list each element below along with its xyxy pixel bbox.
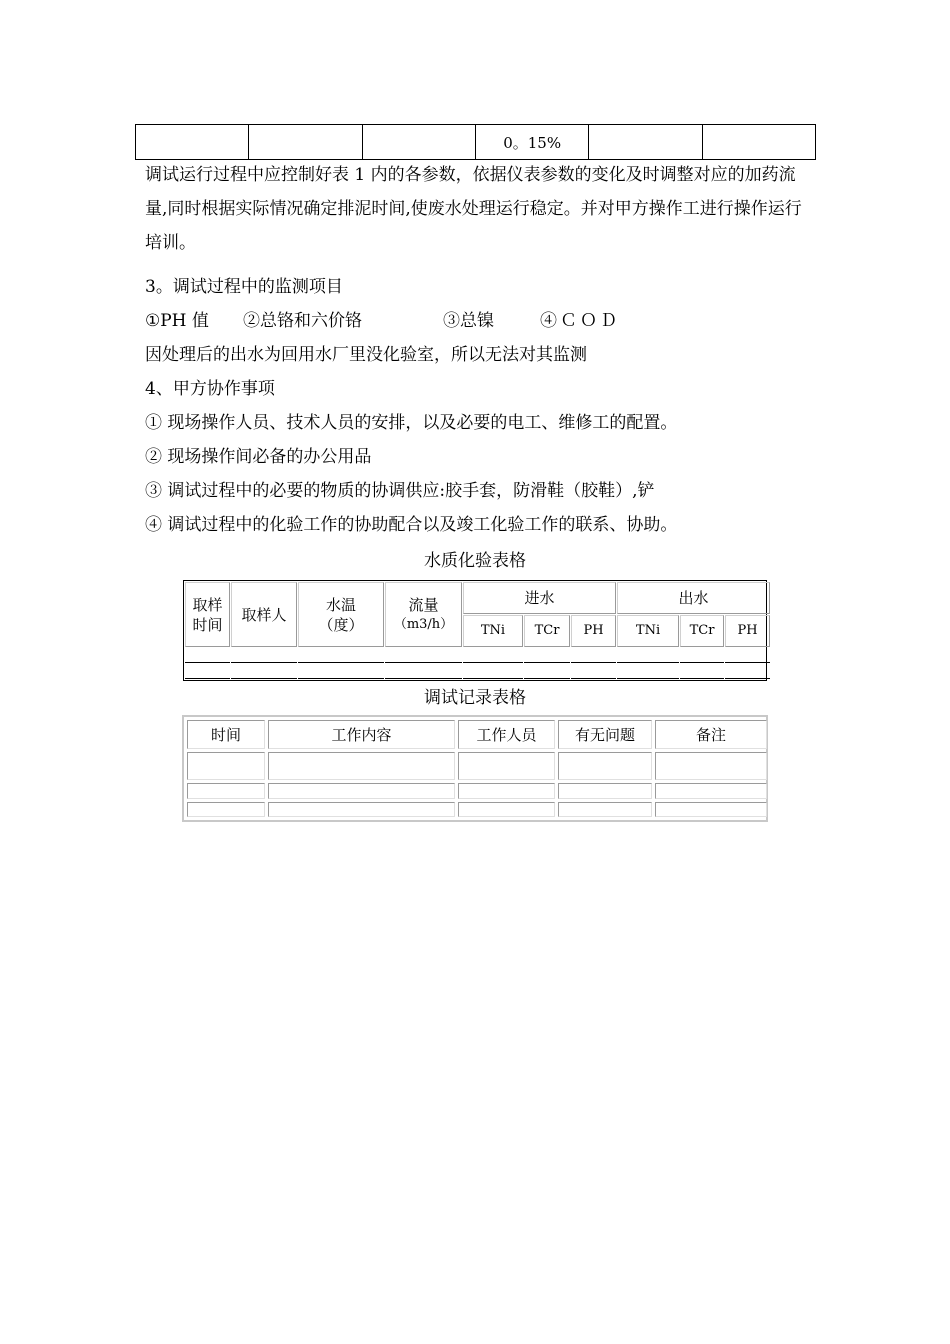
table-cell: 0。15% [475,125,588,160]
table-cell [185,664,230,679]
table-cell [725,664,770,679]
monitoring-item: ②总铬和六价铬 [243,311,362,331]
table-cell [231,664,297,679]
cooperation-item: ④ 调试过程中的化验工作的协助配合以及竣工化验工作的联系、协助。 [145,515,678,535]
table-row [187,802,767,817]
table-cell [231,648,297,663]
table-row [185,648,770,663]
subheader-cell: PH [571,615,616,647]
subheader-cell: TCr [524,615,570,647]
debug-record-table [182,715,768,822]
table-cell [268,802,455,817]
record-table-caption: 调试记录表格 [424,688,526,708]
table-cell [185,648,230,663]
header-staff: 工作人员 [458,720,555,749]
table-cell [187,752,265,781]
table-cell [571,648,616,663]
subheader-cell: PH [725,615,770,647]
subheader-cell: TNi [463,615,523,647]
header-label: 流量 [408,595,439,614]
table-cell [680,648,724,663]
table-cell [385,664,462,679]
table-cell [655,752,767,781]
table-row [187,720,767,749]
table-cell [187,802,265,817]
table-cell [298,648,384,663]
header-remarks: 备注 [655,720,767,749]
table-cell [558,802,652,817]
table-cell [458,752,555,781]
section3-heading: 3。调试过程中的监测项目 [145,277,343,297]
parameter-table-fragment [135,124,816,160]
cooperation-item: ③ 调试过程中的必要的物质的协调供应:胶手套，防滑鞋（胶鞋）,铲 [145,481,655,501]
table-cell [655,783,767,798]
table-cell [187,783,265,798]
header-work-content: 工作内容 [268,720,455,749]
table-cell [463,664,523,679]
monitoring-note: 因处理后的出水为回用水厂里没化验室，所以无法对其监测 [145,345,587,365]
table-cell [680,664,724,679]
table-cell [458,802,555,817]
header-unit: （度） [318,615,364,634]
table-cell [458,783,555,798]
header-issues: 有无问题 [558,720,652,749]
header-inlet: 进水 [463,582,616,614]
table-cell [617,648,679,663]
table-cell [558,752,652,781]
monitoring-item: ①PH 值 [145,311,209,331]
header-unit: （m3/h） [393,616,454,632]
table-cell [655,802,767,817]
table-cell [249,125,362,160]
table-cell [268,752,455,781]
header-label: 水温 [325,595,356,614]
header-label: 取样时间 [192,595,223,634]
subheader-cell: TCr [680,615,724,647]
header-sampler: 取样人 [231,582,297,647]
monitoring-item: ④ＣＯＤ [540,311,620,331]
paragraph-debug-operation: 调试运行过程中应控制好表 1 内的各参数，依据仪表参数的变化及时调整对应的加药流量,同时根据实际情况确定排泥时间,使废水处理运行稳定。并对甲方操作工进行操作运行培训。 [145,165,802,253]
table-row [187,783,767,798]
table-cell [702,125,815,160]
header-flow [385,582,462,647]
subheader-cell: TNi [617,615,679,647]
table-row [136,125,816,160]
table-cell [385,648,462,663]
water-table-caption: 水质化验表格 [424,551,526,571]
table-cell [362,125,475,160]
table-cell [571,664,616,679]
table-cell [524,648,570,663]
header-time: 时间 [187,720,265,749]
cooperation-item: ① 现场操作人员、技术人员的安排，以及必要的电工、维修工的配置。 [145,413,678,433]
table-row [185,664,770,679]
water-quality-table [183,580,767,681]
table-cell [617,664,679,679]
header-water-temp [298,582,384,647]
header-outlet: 出水 [617,582,770,614]
cooperation-item: ② 现场操作间必备的办公用品 [145,447,372,467]
table-cell [725,648,770,663]
section4-heading: 4、甲方协作事项 [145,379,275,399]
table-cell [558,783,652,798]
table-cell [463,648,523,663]
table-cell [136,125,249,160]
header-sample-time [185,582,230,647]
monitoring-item: ③总镍 [443,311,494,331]
table-cell [268,783,455,798]
table-cell [524,664,570,679]
table-row [185,582,770,614]
table-row [187,752,767,781]
table-cell [589,125,702,160]
table-cell [298,664,384,679]
